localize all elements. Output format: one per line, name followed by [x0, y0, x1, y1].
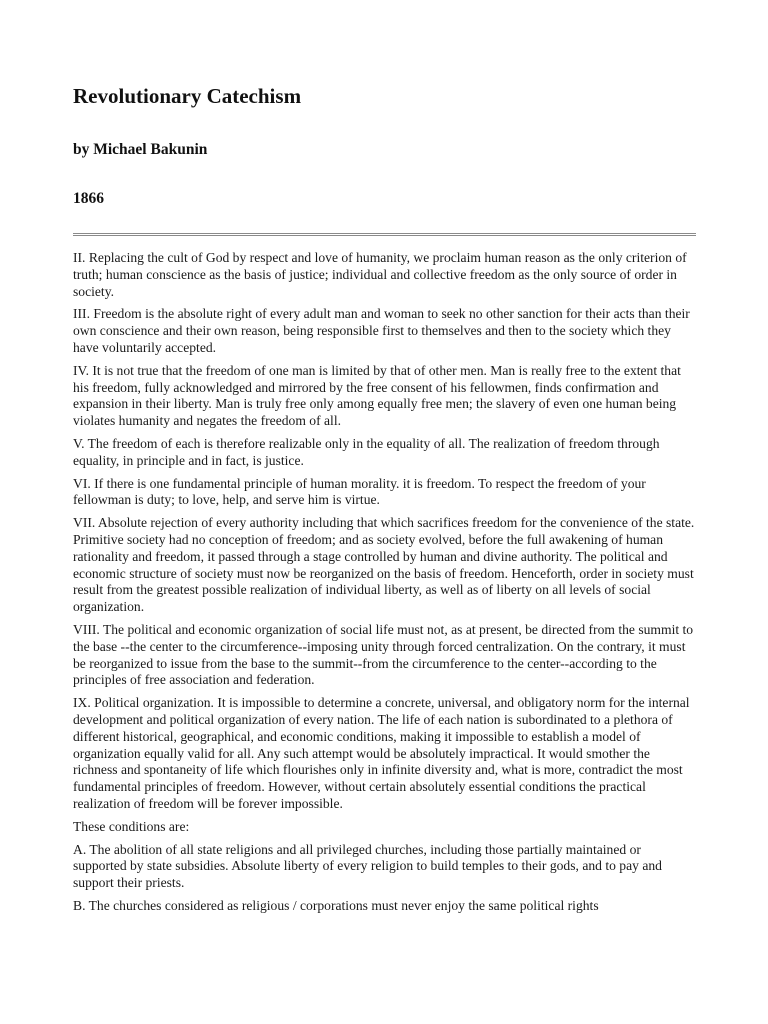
paragraph-iv: IV. It is not true that the freedom of one man is limited by that of other men. Man is really free to the extent that his freedom, fully acknowledged and mirrored by the free consent of his fellowmen, finds confirmation and expansion in their liberty. Man is truly free only among equally free men; the slavery of even one human being violates humanity and negates the freedom of all.	[73, 362, 681, 429]
horizontal-rule	[73, 233, 696, 236]
paragraph-conditions-intro: These conditions are:	[73, 818, 190, 834]
document-author: by Michael Bakunin	[73, 141, 208, 158]
paragraph-ii: II. Replacing the cult of God by respect and love of humanity, we proclaim human reason as the only criterion of truth; human conscience as the basis of justice; individual and collective freedom as the only source of order in society.	[73, 250, 687, 299]
document-title: Revolutionary Catechism	[73, 84, 302, 108]
paragraph-v: V. The freedom of each is therefore realizable only in the equality of all. The realization of freedom through equality, in principle and in fact, is justice.	[73, 435, 660, 468]
paragraph-condition-a: A. The abolition of all state religions and all privileged churches, including those partially maintained or supported by state subsidies. Absolute liberty of every religion to build temples to their gods, and to pay and support their priests.	[73, 841, 662, 891]
paragraph-vi: VI. If there is one fundamental principle of human morality. it is freedom. To respect the freedom of your fellowman is duty; to love, help, and serve him is virtue.	[73, 475, 646, 508]
document-year: 1866	[73, 190, 104, 207]
paragraph-vii: VII. Absolute rejection of every authority including that which sacrifices freedom for the convenience of the state. Primitive society had no conception of freedom; and as society evolved, before the full awakening of human rationality and freedom, it passed through a stage controlled by human and divine authority. The political and economic structure of society must now be reorganized on the basis of freedom. Henceforth, order in society must result from the greatest possible realization of individual liberty, as well as of liberty on all levels of social organization.	[73, 515, 695, 615]
paragraph-condition-b: B. The churches considered as religious / corporations must never enjoy the same political rights	[73, 897, 599, 913]
paragraph-viii: VIII. The political and economic organization of social life must not, as at present, be directed from the summit to the base --the center to the circumference--imposing unity through forced centralization. On the contrary, it must be reorganized to issue from the base to the summit--from the circumference to the center--according to the principles of free association and federation.	[73, 621, 694, 688]
document-body	[73, 250, 696, 921]
paragraph-ix: IX. Political organization. It is impossible to determine a concrete, universal, and obligatory norm for the internal development and political organization of every nation. The life of each nation is subordinated to a plethora of different historical, geographical, and economic conditions, making it impossible to establish a model of organization equally valid for all. Any such attempt would be absolutely impractical. It would smother the richness and spontaneity of life which flourishes only in infinite diversity and, what is more, contradict the most fundamental principles of freedom. However, without certain absolutely essential conditions the practical realization of freedom will be forever impossible.	[73, 695, 690, 811]
paragraph-iii: III. Freedom is the absolute right of every adult man and woman to seek no other sanction for their acts than their own conscience and their own reason, being responsible first to themselves and then to the society which they have voluntarily accepted.	[73, 306, 690, 355]
